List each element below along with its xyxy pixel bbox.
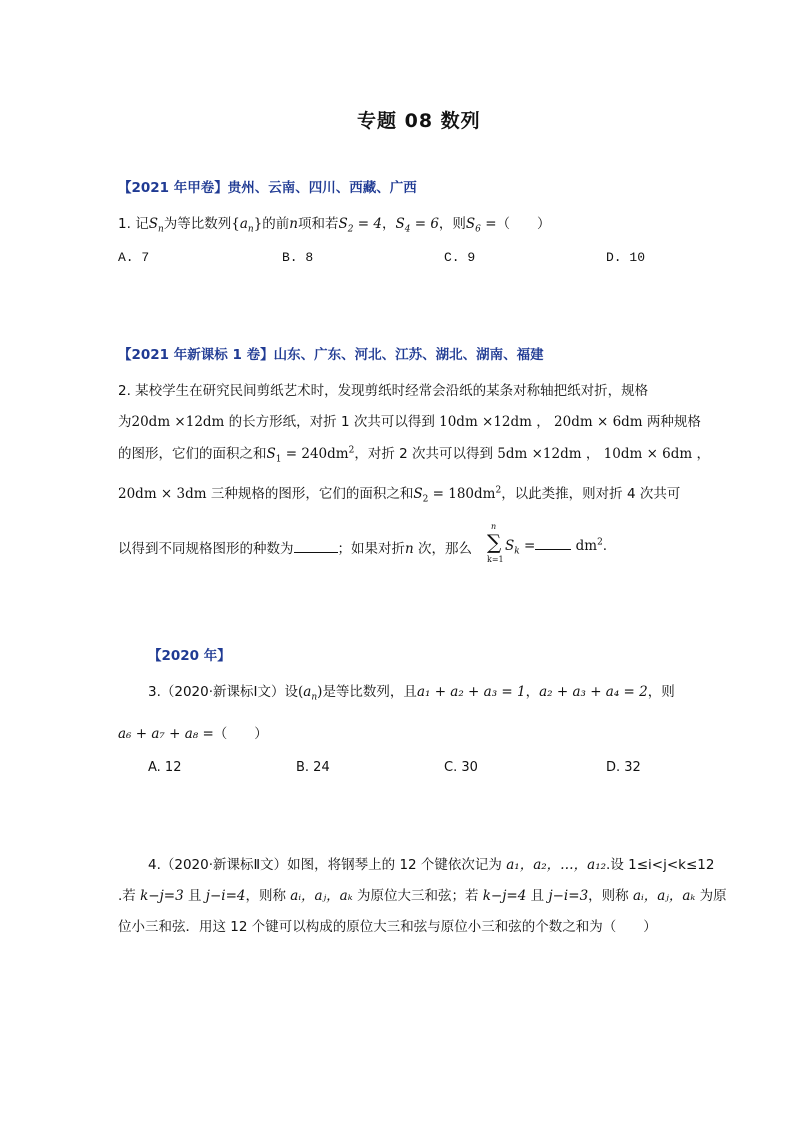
math-S1: S xyxy=(266,446,276,462)
subscript: 2 xyxy=(422,494,429,505)
text: 的长方形纸，对折 1 次共可以得到 xyxy=(224,414,435,430)
text: 的图形，它们的面积之和 xyxy=(118,446,267,462)
math: = 240dm xyxy=(281,446,349,462)
math: 5dm ×12dm xyxy=(493,446,582,462)
math-an: $(a_n)$ xyxy=(298,684,323,703)
math-an: $\{a_n\}$ xyxy=(231,216,263,235)
math: aᵢ，aⱼ，aₖ xyxy=(290,888,353,904)
superscript: 2 xyxy=(597,537,603,548)
text: 且 xyxy=(526,888,549,904)
question-3-line-2 xyxy=(118,722,268,742)
question-4-line-3: 位小三和弦．用这 12 个键可以构成的原位大三和弦与原位小三和弦的个数之和为（ ） xyxy=(118,919,657,935)
option-c: C. 9 xyxy=(444,250,476,265)
text: 4.（2020·新课标Ⅱ文）如图，将钢琴上的 12 个键依次记为 xyxy=(148,857,502,873)
math: k−j=3 xyxy=(140,888,184,904)
math: aᵢ，aⱼ，aₖ xyxy=(632,888,696,904)
math-Sn: $S_n$ xyxy=(148,216,164,235)
text: 且 xyxy=(183,888,206,904)
sigma-upper: n xyxy=(491,522,497,531)
section-header-2021-jia: 【2021 年甲卷】贵州、云南、四川、西藏、广西 xyxy=(118,180,417,196)
text: ， xyxy=(531,414,550,430)
subscript: 1 xyxy=(275,454,282,465)
option-a: A. 7 xyxy=(118,250,150,265)
text: 次，那么 xyxy=(413,541,472,557)
option-d: D. 32 xyxy=(606,760,641,775)
math: a₆ + a₇ + a₈ = xyxy=(118,726,214,742)
text: （ ） xyxy=(496,216,551,232)
question-2-line-5-tail xyxy=(505,537,607,557)
math: 10dm ×12dm xyxy=(434,414,532,430)
text: ，则 xyxy=(438,216,466,232)
text: .若 xyxy=(118,888,141,904)
question-2-line-3 xyxy=(118,442,710,465)
math-S2: S xyxy=(413,486,423,502)
text: 为原位大三和弦；若 xyxy=(352,888,483,904)
text: ，对折 2 次共可以得到 xyxy=(354,446,493,462)
option-a: A. 12 xyxy=(148,760,182,775)
math: a₂ + a₃ + a₄ = 2 xyxy=(539,684,648,700)
text: ，则 xyxy=(647,684,675,700)
math: = xyxy=(519,538,536,554)
text: ， xyxy=(692,446,710,462)
math: 20dm × 6dm xyxy=(549,414,643,430)
question-2-line-4 xyxy=(118,482,680,505)
text: ，则称 xyxy=(245,888,291,904)
option-b: B. 8 xyxy=(282,250,314,265)
question-number: 1. xyxy=(118,216,131,232)
math-S4: $S_4 = 6$ xyxy=(395,216,439,235)
subscript: k xyxy=(514,546,520,557)
text: ，则称 xyxy=(588,888,633,904)
math: k−j=4 xyxy=(482,888,527,904)
text: ；如果对折 xyxy=(337,541,405,557)
math: a₁ + a₂ + a₃ = 1 xyxy=(416,684,526,700)
math: j−i=3 xyxy=(548,888,589,904)
sigma-lower: k=1 xyxy=(487,555,504,564)
text: 项和若 xyxy=(297,216,339,232)
text: ， xyxy=(525,684,540,700)
question-2-line-2 xyxy=(118,410,701,430)
text: 的前 xyxy=(262,216,290,232)
superscript: 2 xyxy=(348,445,355,456)
text: ， xyxy=(581,446,600,462)
unit: dm xyxy=(571,538,598,554)
summation-symbol xyxy=(487,522,504,566)
page-title: 专题 08 数列 xyxy=(357,110,481,132)
option-b: B. 24 xyxy=(296,760,330,775)
question-4-line-1 xyxy=(148,853,714,873)
math-S2: $S_2 = 4$ xyxy=(338,216,382,235)
option-d: D. 10 xyxy=(606,250,646,265)
question-2-line-1: 2. 某校学生在研究民间剪纸艺术时，发现剪纸时经常会沿纸的某条对称轴把纸对折，规格 xyxy=(118,383,649,399)
question-3-line-1 xyxy=(148,680,675,703)
answer-blank-1[interactable] xyxy=(294,540,338,553)
answer-blank-2[interactable] xyxy=(535,537,571,550)
text: （ ） xyxy=(213,726,268,742)
math-n: n xyxy=(289,216,298,232)
math: j−i=4 xyxy=(205,888,246,904)
text: 记 xyxy=(135,216,149,232)
text: 3.（2020·新课标Ⅰ文）设 xyxy=(148,684,299,700)
question-4-line-2 xyxy=(118,884,727,904)
math: 20dm × 3dm xyxy=(118,486,207,502)
text: 为 xyxy=(118,414,132,430)
text: . xyxy=(602,538,608,554)
math-Sk: S xyxy=(505,538,515,554)
text: ，以此类推，则对折 4 次共可 xyxy=(501,486,681,502)
text: 为等比数列 xyxy=(163,216,232,232)
option-c: C. 30 xyxy=(444,760,478,775)
text: .设 1≤i<j<k≤12 xyxy=(606,857,715,873)
text: 是等比数列，且 xyxy=(322,684,417,700)
section-header-2021-new1: 【2021 年新课标 1 卷】山东、广东、河北、江苏、湖北、湖南、福建 xyxy=(118,347,544,363)
math: = 180dm xyxy=(428,486,496,502)
math: 10dm × 6dm xyxy=(599,446,693,462)
text: 三种规格的图形，它们的面积之和 xyxy=(206,486,414,502)
text: 两种规格 xyxy=(642,414,701,430)
question-2-line-5 xyxy=(118,537,472,557)
math: 20dm ×12dm xyxy=(131,414,225,430)
text: ， xyxy=(381,216,396,232)
math: a₁，a₂，…，a₁₂ xyxy=(506,857,607,873)
text: 以得到不同规格图形的种数为 xyxy=(118,541,294,557)
sigma-glyph: ∑ xyxy=(487,530,502,554)
section-header-2020: 【2020 年】 xyxy=(148,648,231,664)
math-n: n xyxy=(405,541,414,557)
question-1 xyxy=(118,212,551,235)
text: 为原 xyxy=(695,888,727,904)
superscript: 2 xyxy=(495,485,502,496)
math-S6: $S_6$ = xyxy=(465,216,497,235)
